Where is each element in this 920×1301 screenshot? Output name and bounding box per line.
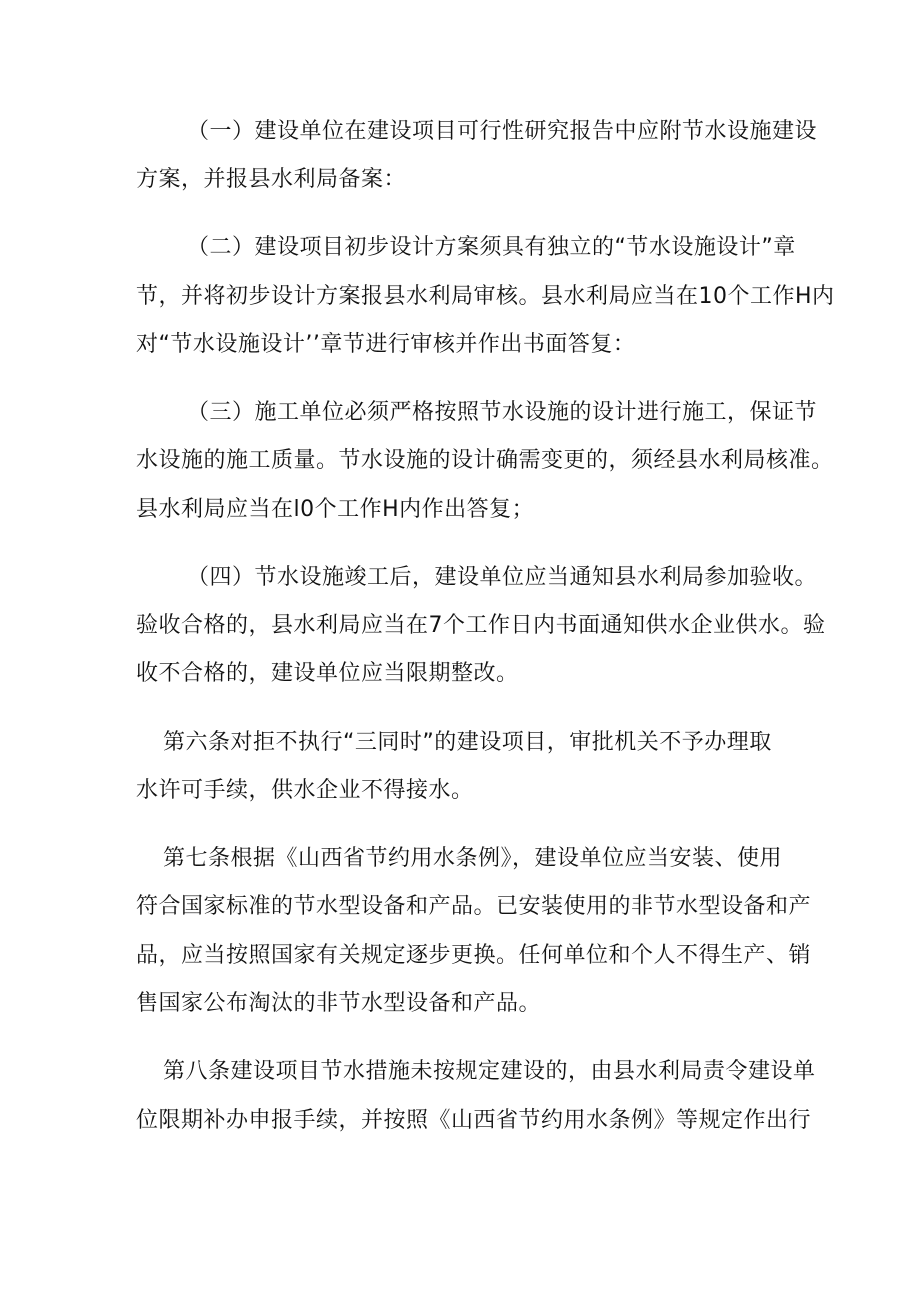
text-line-10: 验收合格的，县水利局应当在7个工作日内书面通知供水企业供水。验 (136, 613, 826, 638)
text-line-2: 方案，并报县水利局备案： (136, 167, 407, 192)
text-line-16: 品，应当按照国家有关规定逐步更换。任何单位和个人不得生产、销 (136, 943, 812, 968)
text-line-1: （一）建设单位在建设项目可行性研究报告中应附节水设施建设 (187, 119, 818, 144)
text-line-7: 水设施的施工质量。节水设施的设计确需变更的，须经县水利局核准。 (136, 448, 834, 473)
text-line-9: （四）节水设施竣工后，建设单位应当通知县水利局参加验收。 (187, 565, 818, 590)
text-line-11: 收不合格的，建设单位应当限期整改。 (136, 661, 519, 686)
text-line-17: 售国家公布淘汰的非节水型设备和产品。 (136, 991, 542, 1016)
text-line-12: 第六条对拒不执行“三同时”的建设项目，审批机关不予办理取 (163, 730, 772, 755)
text-line-4: 节，并将初步设计方案报县水利局审核。县水利局应当在10个工作H内 (136, 284, 835, 309)
text-line-19: 位限期补办申报手续，并按照《山西省节约用水条例》等规定作出行 (136, 1108, 812, 1133)
text-line-18: 第八条建设项目节水措施未按规定建设的，由县水利局责令建设单 (163, 1059, 816, 1084)
text-line-3: （二）建设项目初步设计方案须具有独立的“节水设施设计”章 (187, 235, 796, 260)
text-line-8: 县水利局应当在l0个工作H内作出答复； (136, 497, 535, 522)
text-line-15: 符合国家标准的节水型设备和产品。已安装使用的非节水型设备和产 (136, 894, 812, 919)
text-line-6: （三）施工单位必须严格按照节水设施的设计进行施工，保证节 (187, 400, 818, 425)
text-line-14: 第七条根据《山西省节约用水条例》，建设单位应当安装、使用 (163, 846, 783, 871)
text-line-5: 对“节水设施设计’’章节进行审核并作出书面答复： (136, 332, 636, 357)
text-line-13: 水许可手续，供水企业不得接水。 (136, 778, 474, 803)
